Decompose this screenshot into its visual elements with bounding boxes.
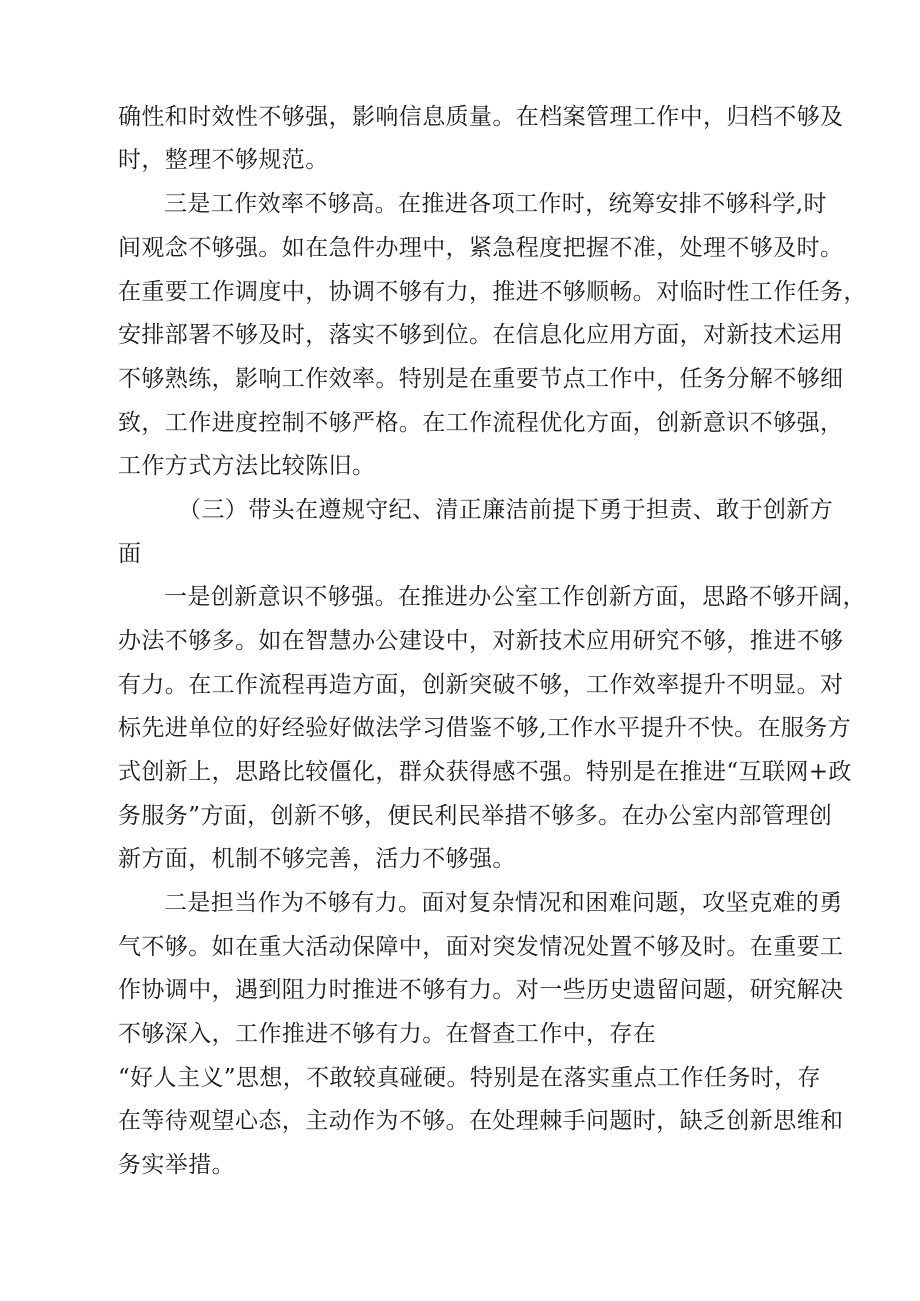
body-line: 在重要工作调度中，协调不够有力，推进不够顺畅。对临时性工作任务， — [118, 279, 867, 305]
body-line: 确性和时效性不够强，影响信息质量。在档案管理工作中，归档不够及 — [118, 104, 844, 130]
body-line: 标先进单位的好经验好做法学习借鉴不够,工作水平提升不快。在服务方 — [118, 715, 852, 741]
body-line: 工作方式方法比较陈旧。 — [118, 453, 376, 479]
section-heading: （三）带头在遵规守纪、清正廉洁前提下勇于担责、敢于创新方 — [178, 497, 834, 523]
body-line: 式创新上，思路比较僵化，群众获得感不强。特别是在推进“互联网+政 — [118, 759, 852, 785]
body-line: 间观念不够强。如在急件办理中，紧急程度把握不准，处理不够及时。 — [118, 235, 844, 261]
body-line: 作协调中，遇到阻力时推进不够有力。对一些历史遗留问题，研究解决 — [118, 977, 844, 1003]
body-line: 致，工作进度控制不够严格。在工作流程优化方面，创新意识不够强， — [118, 410, 844, 436]
paragraph-first-line: 一是创新意识不够强。在推进办公室工作创新方面，思路不够开阔， — [164, 584, 866, 610]
body-line: 务实举措。 — [118, 1152, 235, 1178]
paragraph-first-line: 二是担当作为不够有力。面对复杂情况和困难问题，攻坚克难的勇 — [164, 890, 843, 916]
body-line: 务服务”方面，创新不够，便民利民举措不够多。在办公室内部管理创 — [118, 803, 833, 829]
body-line: 不够深入，工作推进不够有力。在督查工作中，存在 — [118, 1021, 657, 1047]
body-line: 在等待观望心态，主动作为不够。在处理棘手问题时，缺乏创新思维和 — [118, 1108, 844, 1134]
body-line: 气不够。如在重大活动保障中，面对突发情况处置不够及时。在重要工 — [118, 934, 844, 960]
section-heading-continued: 面 — [118, 541, 142, 567]
body-line: 安排部署不够及时，落实不够到位。在信息化应用方面，对新技术运用 — [118, 322, 844, 348]
body-line: 办法不够多。如在智慧办公建设中，对新技术应用研究不够，推进不够 — [118, 628, 844, 654]
body-line: “好人主义”思想，不敢较真碰硬。特别是在落实重点工作任务时，存 — [118, 1065, 821, 1091]
body-line: 有力。在工作流程再造方面，创新突破不够，工作效率提升不明显。对 — [118, 672, 844, 698]
paragraph-first-line: 三是工作效率不够高。在推进各项工作时，统筹安排不够科学,时 — [164, 191, 827, 217]
body-line: 不够熟练，影响工作效率。特别是在重要节点工作中，任务分解不够细 — [118, 366, 844, 392]
body-line: 时，整理不够规范。 — [118, 147, 329, 173]
body-line: 新方面，机制不够完善，活力不够强。 — [118, 846, 516, 872]
